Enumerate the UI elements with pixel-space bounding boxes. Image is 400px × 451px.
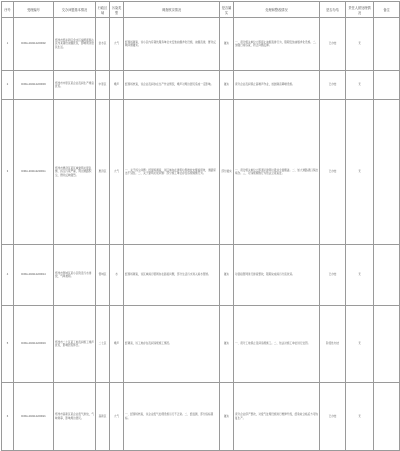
cell-survey: 经现场调查，该区域雨污管网存在混接问题，部分生活污水进入雨水管道。: [124, 245, 220, 306]
cell-desc: 郑州市管城区某小区附近污水排放，气味难闻。: [54, 245, 96, 306]
cell-region: 金水区: [96, 18, 110, 71]
cell-note: [374, 245, 400, 306]
table-row: [2, 71, 400, 100]
cell-done: 已办结: [320, 18, 346, 71]
cell-survey: 经现场核查，该企业夜间存在生产作业情况，噪声对周边居民造成一定影响。: [124, 71, 220, 100]
cell-desc: 郑州市惠济区某区域建筑垃圾乱倒、扬尘污染严重，周边道路积尘，群众反映强烈。: [54, 100, 96, 245]
cell-note: [374, 383, 400, 451]
cell-true: 部分属实: [220, 100, 234, 245]
cell-no: 6: [2, 383, 14, 451]
cell-true: 属实: [220, 383, 234, 451]
cell-region: 二七区: [96, 306, 110, 383]
header-punish: 责任人被处理情况: [346, 2, 374, 18]
header-no: 序号: [2, 2, 14, 18]
table-row: [2, 383, 400, 451]
cell-type: 大气: [110, 18, 124, 71]
cell-punish: 无: [346, 245, 374, 306]
cell-handling: 责令企业夜间停止高噪声作业，加装隔音降噪设施。: [234, 71, 320, 100]
cell-survey: 一、经现场核查，该企业废气处理设施运行不正常。二、经监测，部分指标超标。: [124, 383, 220, 451]
complaint-table: [1, 1, 400, 451]
header-handling: 处理和整改情况: [234, 2, 320, 18]
cell-punish: 无: [346, 71, 374, 100]
cell-done: 已办结: [320, 383, 346, 451]
cell-no: 1: [2, 18, 14, 71]
cell-id: D36A-202112220003: [14, 71, 54, 100]
table-row: [2, 306, 400, 383]
table-header-row: [2, 2, 400, 18]
table-row: [2, 100, 400, 245]
header-survey: 调查核实情况: [124, 2, 220, 18]
cell-region: 管城区: [96, 245, 110, 306]
header-id: 受理编号: [14, 2, 54, 18]
cell-handling: 一、责令工地停止夜间违规施工。二、依法对施工单位进行处罚。: [234, 306, 320, 383]
cell-id: D36A-202112220019: [14, 306, 54, 383]
cell-note: [374, 100, 400, 245]
cell-punish: 无: [346, 383, 374, 451]
cell-done: 阶段性办结: [320, 306, 346, 383]
table-row: [2, 18, 400, 71]
cell-done: 已办结: [320, 245, 346, 306]
cell-desc: 郑州市郑东新区金水区福源嘉园小区内某餐饮油烟扰民，影响周边居民生活。: [54, 18, 96, 71]
header-note: 备注: [374, 2, 400, 18]
cell-punish: 无: [346, 18, 374, 71]
cell-true: 属实: [220, 245, 234, 306]
cell-note: [374, 18, 400, 71]
cell-note: [374, 306, 400, 383]
cell-note: [374, 71, 400, 100]
cell-no: 4: [2, 245, 14, 306]
cell-region: 中原区: [96, 71, 110, 100]
cell-done: 已办结: [320, 71, 346, 100]
header-type: 污染类型: [110, 2, 124, 18]
cell-survey: 一、关于扬尘问题：经现场调查，该区域存在建筑垃圾堆放未覆盖现象，道路保洁不到位。二、关于建筑垃圾问题：部分施工单位存在违规倾倒行为。: [124, 100, 220, 245]
cell-desc: 郑州市二七区某工地夜间施工噪声扰民，影响居民休息。: [54, 306, 96, 383]
cell-no: 2: [2, 71, 14, 100]
cell-region: 高新区: [96, 383, 110, 451]
cell-id: D36A-202112220014: [14, 245, 54, 306]
cell-no: 5: [2, 306, 14, 383]
cell-desc: 郑州市中原区某企业夜间生产噪音扰民。: [54, 71, 96, 100]
cell-punish: 无: [346, 306, 374, 383]
cell-type: 噪声: [110, 71, 124, 100]
header-done: 是否办结: [320, 2, 346, 18]
cell-true: 属实: [220, 71, 234, 100]
cell-done: 已办结: [320, 100, 346, 245]
header-desc: 交办问题基本情况: [54, 2, 96, 18]
cell-handling: 一、责令相关单位立即清运建筑垃圾并全面覆盖。二、加大道路清扫保洁频次。三、对违规倾倒行为依法立案查处。: [234, 100, 320, 245]
cell-punish: 无: [346, 100, 374, 245]
cell-type: 噪声: [110, 306, 124, 383]
cell-type: 水: [110, 245, 124, 306]
cell-handling: 一、责令相关单位立即停止油烟直排行为，限期安装油烟净化设施。二、加强日常巡查，防止问题反弹。: [234, 18, 320, 71]
cell-type: 大气: [110, 100, 124, 245]
cell-handling: 责令企业停产整改，对废气处理设施进行维修升级，经验收合格后方可恢复生产。: [234, 383, 320, 451]
cell-region: 惠济区: [96, 100, 110, 245]
cell-handling: 对混接管网进行排查整改，限期完成雨污分流改造。: [234, 245, 320, 306]
cell-type: 大气: [110, 383, 124, 451]
cell-id: D36A-202112220021: [14, 383, 54, 451]
cell-id: D36A-202112220011: [14, 100, 54, 245]
cell-desc: 郑州市高新区某企业废气排放，气味刺鼻，影响周边居民。: [54, 383, 96, 451]
cell-survey: 经调查，该工地存在夜间违规施工情况。: [124, 306, 220, 383]
document-page: [0, 1, 400, 447]
header-true: 是否属实: [220, 2, 234, 18]
table-row: [2, 245, 400, 306]
header-region: 行政区域: [96, 2, 110, 18]
cell-true: 属实: [220, 18, 234, 71]
cell-survey: 经现场调查，该小区内有餐饮服务单位未安装油烟净化设施，油烟直排，群众反映问题属实。: [124, 18, 220, 71]
cell-no: 3: [2, 100, 14, 245]
cell-true: 属实: [220, 306, 234, 383]
cell-id: D36A-202112220002: [14, 18, 54, 71]
